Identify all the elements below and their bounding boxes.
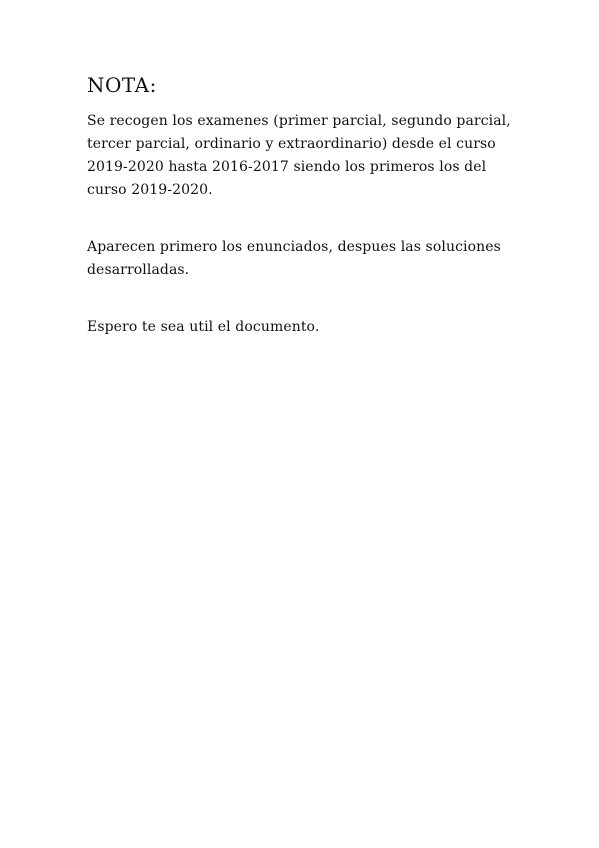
document-content: [87, 70, 527, 339]
text-line: 2019-2020 hasta 2016-2017 siendo los primeros los del: [87, 159, 487, 175]
text-line: Aparecen primero los enunciados, despues las soluciones: [87, 239, 501, 255]
text-line: Espero te sea util el documento.: [87, 319, 320, 335]
paragraph-exams-description: [87, 110, 527, 202]
text-line: tercer parcial, ordinario y extraordinario) desde el curso: [87, 136, 496, 152]
paragraph-order-description: [87, 236, 527, 282]
paragraph-closing: [87, 316, 527, 339]
text-line: curso 2019-2020.: [87, 182, 213, 198]
text-line: Se recogen los examenes (primer parcial, segundo parcial,: [87, 113, 511, 129]
text-line: desarrolladas.: [87, 262, 190, 278]
note-title: NOTA:: [87, 73, 157, 97]
